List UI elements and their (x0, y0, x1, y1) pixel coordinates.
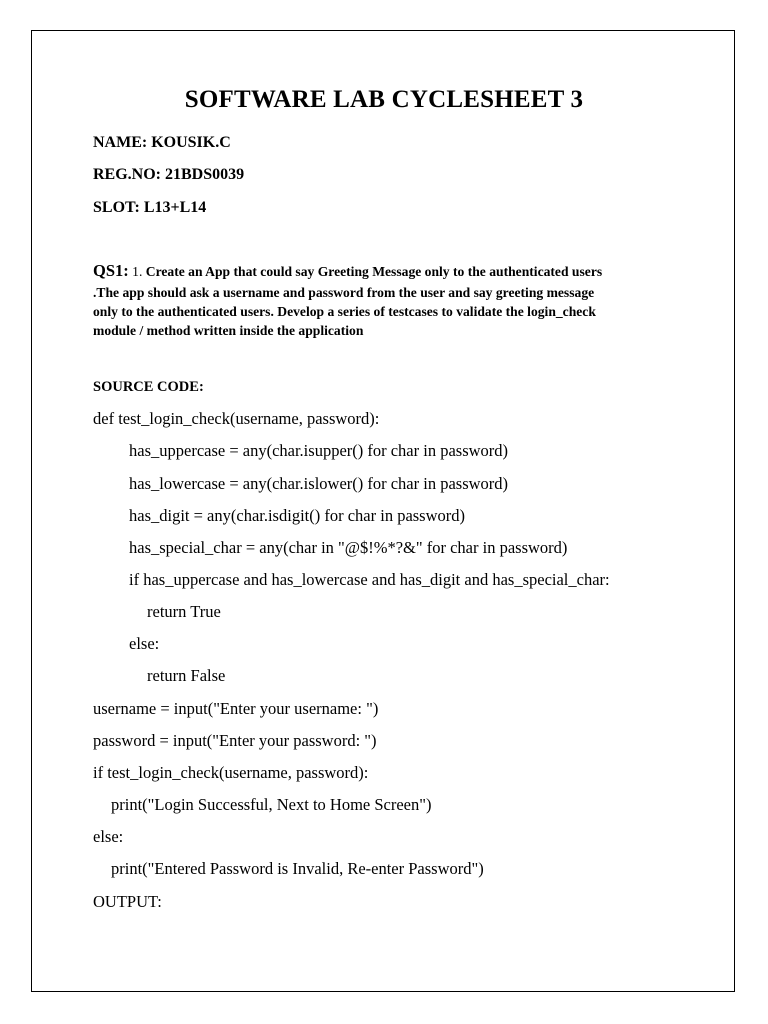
code-line: password = input("Enter your password: ") (93, 731, 377, 750)
source-code-heading: SOURCE CODE: (93, 379, 204, 395)
question-label: QS1: (93, 261, 129, 280)
code-line: has_uppercase = any(char.isupper() for char in password) (129, 441, 509, 460)
code-line: if test_login_check(username, password): (93, 763, 369, 782)
code-line: return False (147, 666, 226, 685)
code-line: has_special_char = any(char in "@$!%*?&" for char in password) (129, 538, 568, 557)
code-line: print("Entered Password is Invalid, Re-enter Password") (111, 859, 484, 878)
code-line: has_lowercase = any(char.islower() for char in password) (129, 474, 509, 493)
code-line: return True (147, 602, 221, 621)
output-heading: OUTPUT: (93, 892, 162, 911)
code-line: has_digit = any(char.isdigit() for char in password) (129, 506, 466, 525)
registration-number: REG.NO: 21BDS0039 (93, 166, 245, 183)
question-line-1 (93, 261, 602, 282)
question-line-2: .The app should ask a username and password from the user and say greeting message (93, 285, 595, 300)
code-line: def test_login_check(username, password): (93, 409, 380, 428)
student-name: NAME: KOUSIK.C (93, 134, 231, 151)
code-line: if has_uppercase and has_lowercase and has_digit and has_special_char: (129, 570, 610, 589)
code-line: else: (129, 634, 160, 653)
code-line: else: (93, 827, 124, 846)
code-line: username = input("Enter your username: ") (93, 699, 379, 718)
question-line-3: only to the authenticated users. Develop a series of testcases to validate the login_check (93, 304, 596, 319)
question-line-4: module / method written inside the application (93, 323, 364, 338)
code-line: print("Login Successful, Next to Home Screen") (111, 795, 432, 814)
question-number: 1. (128, 264, 143, 279)
lab-slot: SLOT: L13+L14 (93, 199, 207, 216)
document-title: SOFTWARE LAB CYCLESHEET 3 (184, 86, 584, 113)
question-text: Create an App that could say Greeting Message only to the authenticated users (142, 264, 603, 279)
